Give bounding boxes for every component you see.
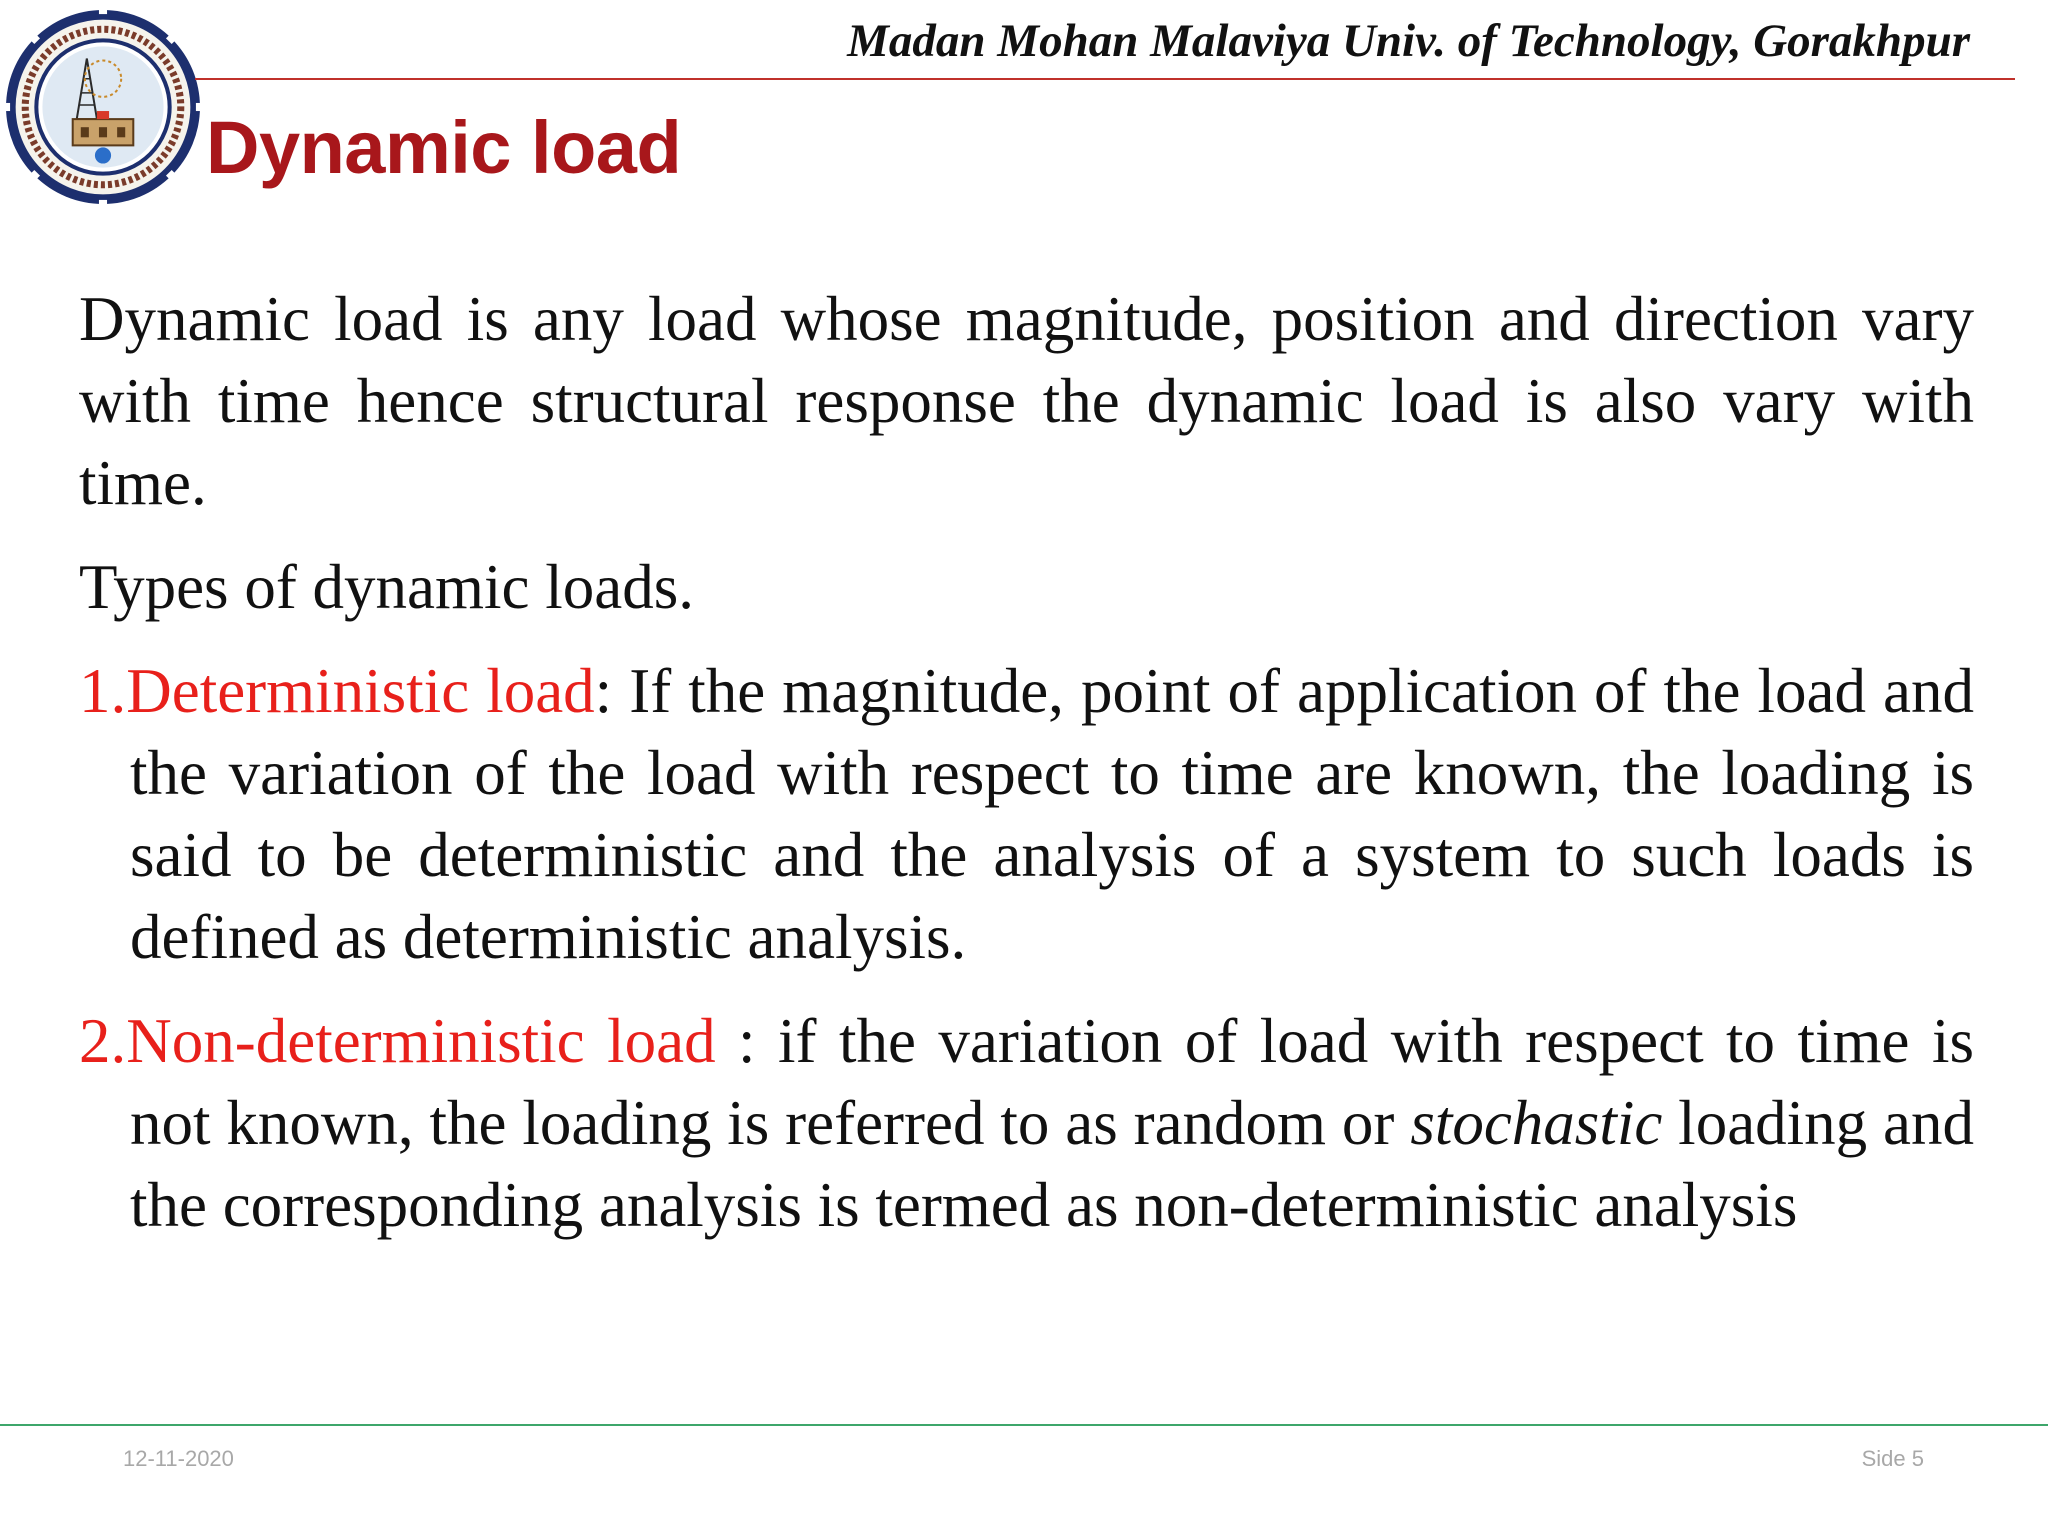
term-non-deterministic-load: Non-deterministic load bbox=[126, 1006, 716, 1076]
header-divider bbox=[195, 78, 2015, 80]
slide-number: Side 5 bbox=[1861, 1446, 1924, 1471]
list-number: 2. bbox=[79, 1006, 127, 1076]
term-separator: : bbox=[594, 656, 613, 726]
term-deterministic-load: Deterministic load bbox=[126, 656, 595, 726]
list-number: 1. bbox=[79, 656, 127, 726]
slide-body bbox=[79, 278, 1974, 1268]
university-logo-icon bbox=[2, 6, 204, 208]
intro-paragraph: Dynamic load is any load whose magnitude, position and direction vary with time hence structural response the dynamic load is also vary with time. bbox=[79, 284, 1974, 518]
footer-divider bbox=[0, 1424, 2048, 1426]
non-deterministic-lead: : if the variation of load with respect to time is not known, the loading is referred to as random or bbox=[130, 1006, 1974, 1158]
slide-title: Dynamic load bbox=[206, 106, 682, 189]
list-item-non-deterministic bbox=[79, 1000, 1974, 1246]
deterministic-definition: If the magnitude, point of application of the load and the variation of the load with respect to time are known, the loading is said to be deterministic and the analysis of a system to such loads is defined as deterministic analysis. bbox=[130, 656, 1974, 972]
stochastic-emphasis: stochastic bbox=[1410, 1088, 1663, 1158]
university-name: Madan Mohan Malaviya Univ. of Technology, Gorakhpur bbox=[847, 15, 1970, 67]
footer-date: 12-11-2020 bbox=[123, 1446, 234, 1471]
non-deterministic-definition: loading and the corresponding analysis is termed as non-deterministic analysis bbox=[130, 1088, 1975, 1240]
types-heading: Types of dynamic loads. bbox=[79, 552, 694, 622]
list-item-deterministic bbox=[79, 650, 1974, 978]
